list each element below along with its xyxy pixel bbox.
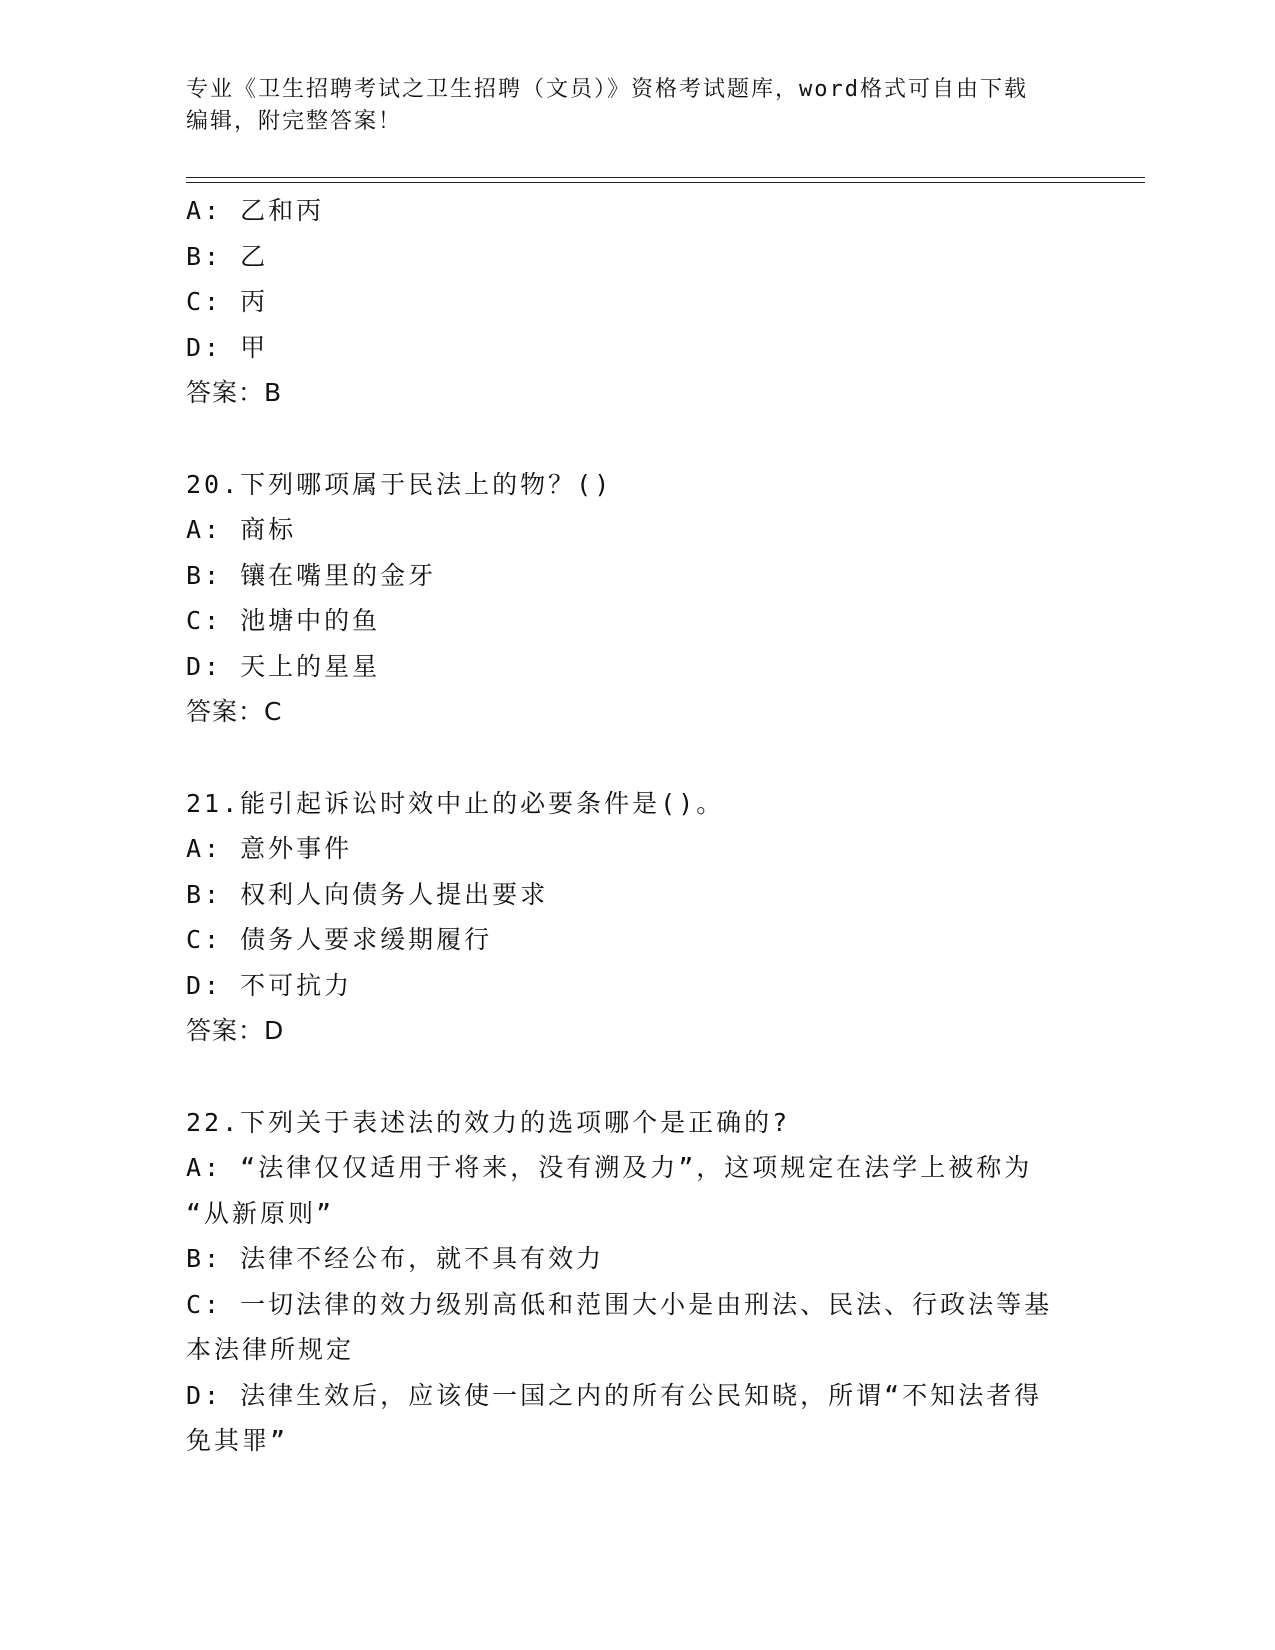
option-c: C: 池塘中的鱼 — [186, 606, 381, 635]
question-19-continued — [186, 188, 1086, 416]
option-b: B: 镶在嘴里的金牙 — [186, 560, 437, 590]
option-a: A: 商标 — [186, 515, 297, 544]
option-a-continued: “从新原则” — [186, 1198, 335, 1228]
option-a: A: “法律仅仅适用于将来，没有溯及力”，这项规定在法学上被称为 — [186, 1153, 1033, 1182]
question-stem: 20.下列哪项属于民法上的物？() — [186, 469, 613, 499]
option-d: D: 不可抗力 — [186, 970, 353, 1000]
question-21 — [186, 781, 1086, 1054]
option-d: D: 甲 — [186, 332, 269, 362]
option-a: A: 意外事件 — [186, 834, 353, 863]
answer-line: 答案：B — [186, 378, 283, 407]
question-20 — [186, 462, 1086, 735]
option-c-continued: 本法律所规定 — [186, 1335, 355, 1364]
header-line-1: 专业《卫生招聘考试之卫生招聘（文员）》资格考试题库，word格式可自由下载 — [186, 77, 1028, 102]
question-stem: 22.下列关于表述法的效力的选项哪个是正确的? — [186, 1107, 791, 1137]
header-divider-top — [186, 177, 1145, 178]
option-a: A: 乙和丙 — [186, 196, 325, 225]
answer-line: 答案：C — [186, 697, 283, 726]
option-c: C: 一切法律的效力级别高低和范围大小是由刑法、民法、行政法等基 — [186, 1289, 1053, 1319]
option-b: B: 乙 — [186, 241, 269, 271]
option-b: B: 法律不经公布，就不具有效力 — [186, 1244, 605, 1273]
header-line-2: 编辑，附完整答案！ — [186, 109, 403, 134]
question-list — [186, 188, 1086, 1464]
spacer — [186, 735, 1086, 781]
option-d: D: 法律生效后，应该使一国之内的所有公民知晓，所谓“不知法者得 — [186, 1380, 1043, 1410]
spacer — [186, 1054, 1086, 1100]
option-b: B: 权利人向债务人提出要求 — [186, 879, 549, 909]
option-c: C: 丙 — [186, 287, 269, 316]
answer-line: 答案：D — [186, 1016, 285, 1045]
question-22 — [186, 1100, 1086, 1464]
spacer — [186, 416, 1086, 462]
header-divider-bottom — [186, 182, 1145, 183]
option-d-continued: 免其罪” — [186, 1426, 289, 1455]
question-stem: 21.能引起诉讼时效中止的必要条件是()。 — [186, 788, 725, 818]
option-d: D: 天上的星星 — [186, 651, 381, 681]
option-c: C: 债务人要求缓期履行 — [186, 925, 493, 954]
document-header — [186, 74, 1066, 138]
